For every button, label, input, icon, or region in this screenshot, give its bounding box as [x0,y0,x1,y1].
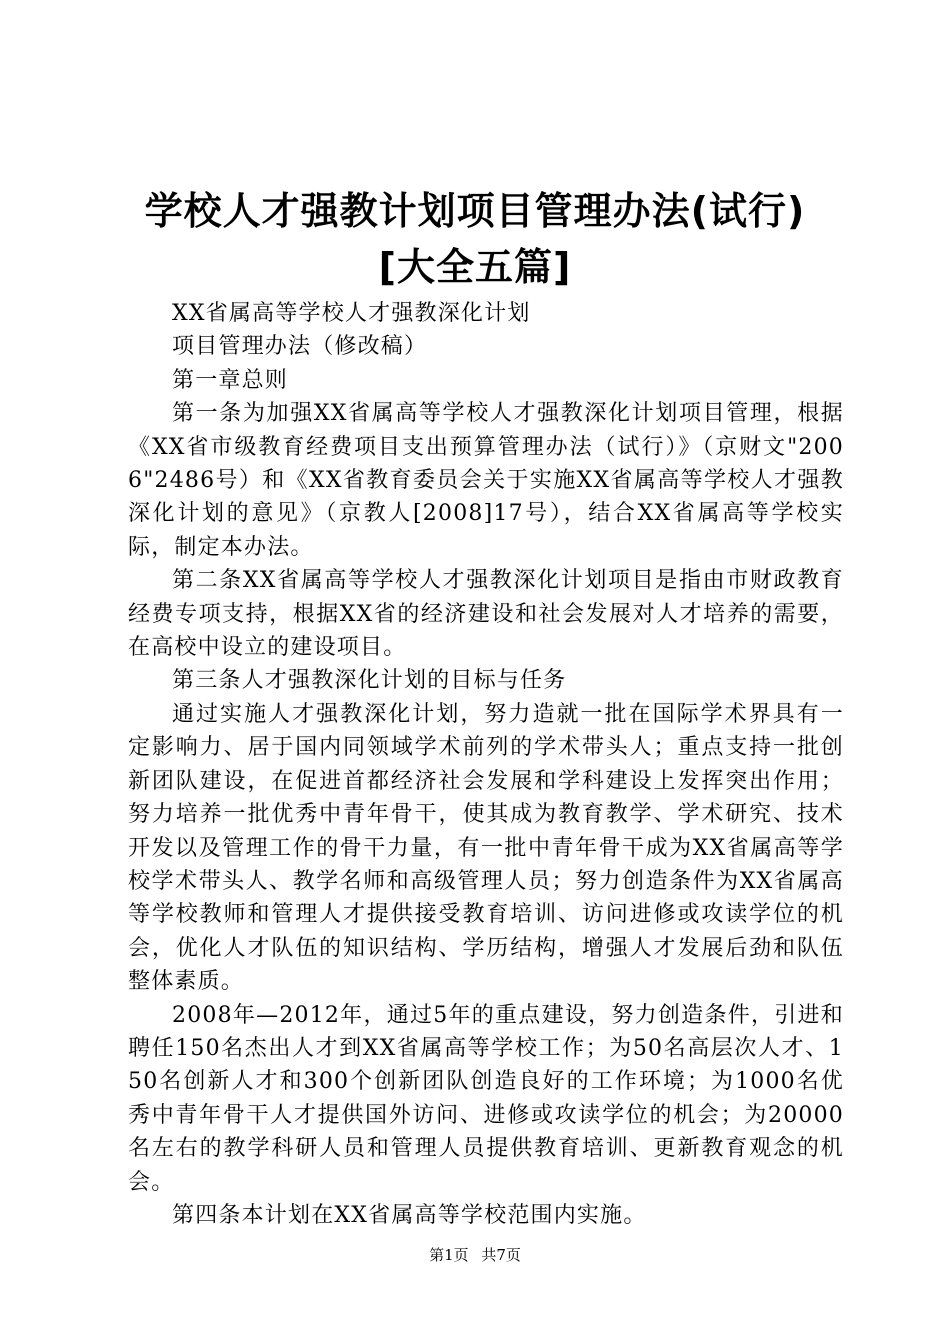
paragraph: 第一条为加强XX省属高等学校人才强教深化计划项目管理，根据《XX省市级教育经费项目支出预算管理办法（试行）》（京财文"2006"2486号）和《XX省教育委员会关于实施XX省属高等学校人才强教深化计划的意见》（京教人[2008]17号），结合XX省属高等学校实际，制定本办法。 [128,401,844,560]
paragraph: 项目管理办法（修改稿） [172,334,428,360]
paragraph: 第二条XX省属高等学校人才强教深化计划项目是指由市财政教育经费专项支持，根据XX省的经济建设和社会发展对人才培养的需要，在高校中设立的建设项目。 [128,568,844,661]
paragraph: XX省属高等学校人才强教深化计划 [172,301,531,326]
paragraph: 第三条人才强教深化计划的目标与任务 [172,668,567,694]
paragraph: 第四条本计划在XX省属高等学校范围内实施。 [172,1202,647,1228]
document-body [128,297,844,1232]
page-number: 第1页 [429,1246,469,1264]
page-total: 共7页 [481,1246,521,1264]
paragraph: 通过实施人才强教深化计划，努力造就一批在国际学术界具有一定影响力、居于国内同领域学术前列的学术带头人；重点支持一批创新团队建设，在促进首都经济社会发展和学科建设上发挥突出作用；努力培养一批优秀中青年骨干，使其成为教育教学、学术研究、技术开发以及管理工作的骨干力量，有一批中青年骨干成为XX省属高等学校学术带头人、教学名师和高级管理人员；努力创造条件为XX省属高等学校教师和管理人才提供接受教育培训、访问进修或攻读学位的机会，优化人才队伍的知识结构、学历结构，增强人才发展后劲和队伍整体素质。 [128,701,844,995]
paragraph: 2008年—2012年，通过5年的重点建设，努力创造条件，引进和聘任150名杰出人才到XX省属高等学校工作；为50名高层次人才、150名创新人才和300个创新团队创造良好的工作环境；为1000名优秀中青年骨干人才提供国外访问、进修或攻读学位的机会；为20000名左右的教学科研人员和管理人员提供教育培训、更新教育观念的机会。 [128,1002,844,1195]
chapter-heading: 第一章总则 [172,367,289,393]
page-footer [0,1243,950,1267]
document-title: 学校人才强教计划项目管理办法(试行)[大全五篇] [144,189,806,289]
